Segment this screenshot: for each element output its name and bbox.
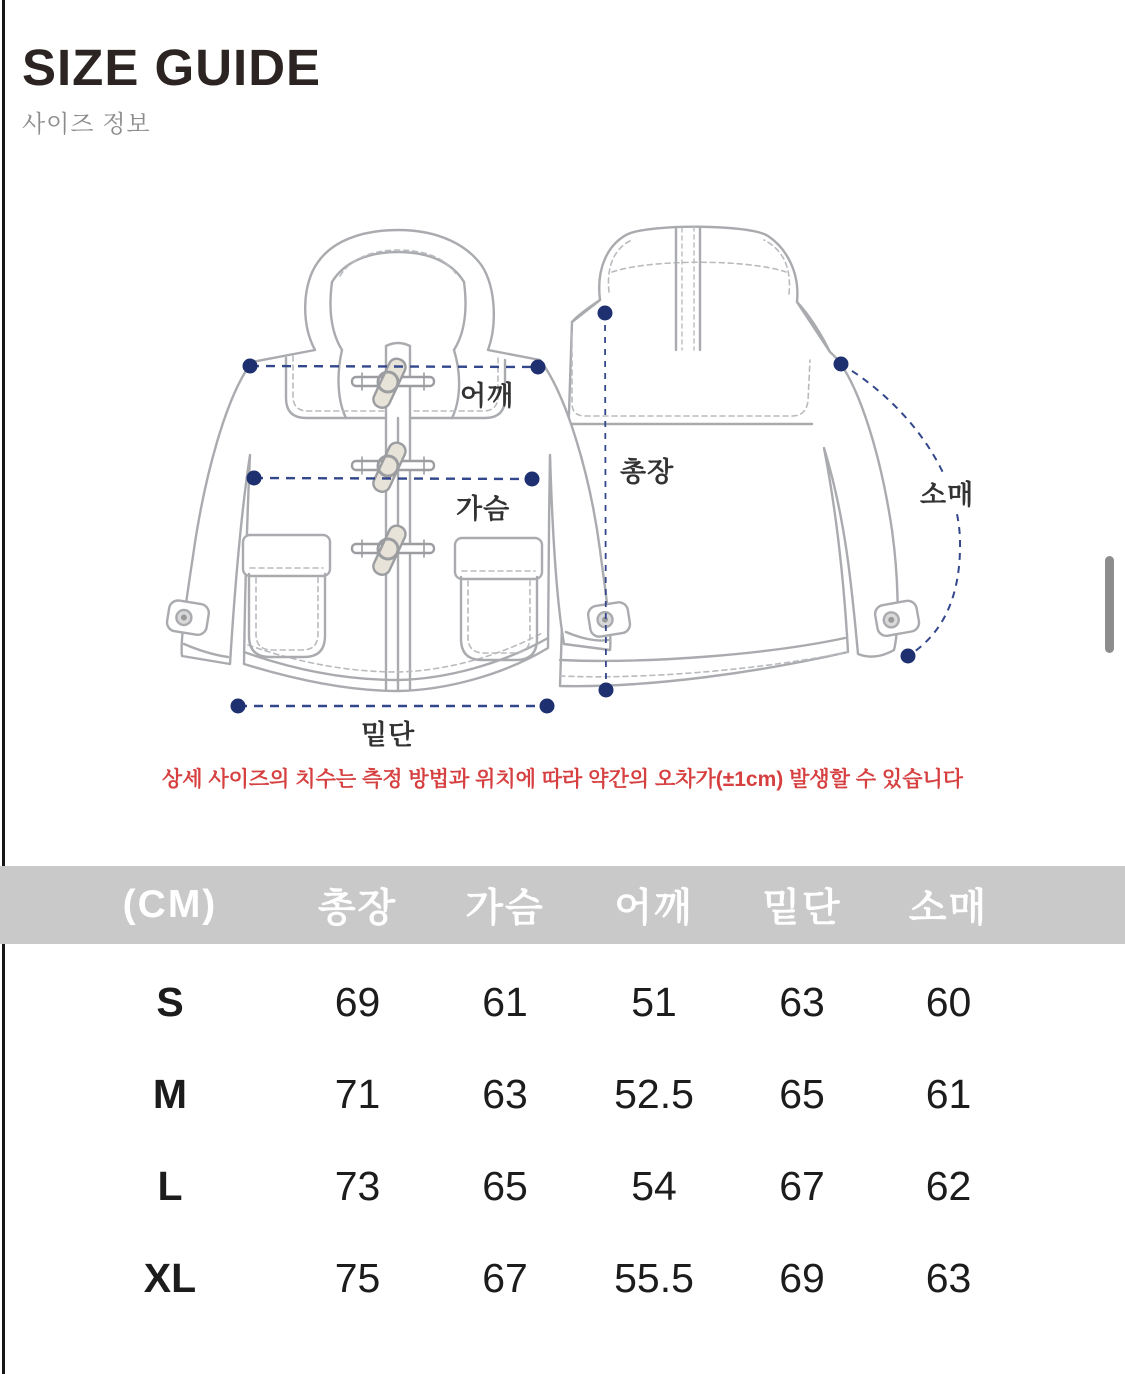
cell-value: 71 [334, 1070, 381, 1117]
col-header-shoulder: 어깨 [614, 887, 694, 930]
col-header-hem: 밑단 [762, 887, 842, 930]
size-table-body [0, 944, 1125, 1324]
shoulder-label: 어깨 [460, 381, 515, 411]
table-row-xl [0, 1232, 1125, 1324]
cell-value: 60 [925, 978, 972, 1025]
cell-value: 61 [925, 1070, 972, 1117]
cell-value: 52.5 [614, 1070, 694, 1117]
cell-value: 54 [631, 1162, 677, 1209]
cell-value: 65 [482, 1162, 528, 1209]
cell-value: 63 [482, 1070, 528, 1117]
page-subtitle: 사이즈 정보 [22, 111, 151, 139]
chest-label: 가슴 [456, 494, 511, 524]
cell-value: 75 [334, 1254, 381, 1301]
cell-value: 73 [334, 1162, 381, 1209]
length-label: 총장 [620, 457, 675, 487]
cell-value: 65 [779, 1070, 825, 1117]
page-title: SIZE GUIDE [22, 39, 322, 96]
col-header-chest: 가슴 [465, 887, 545, 930]
cell-value: 62 [925, 1162, 972, 1209]
unit-header-cell: (CM) [122, 883, 218, 926]
cell-value: 61 [482, 978, 528, 1025]
cell-value: 63 [779, 978, 825, 1025]
hem-label: 밑단 [361, 720, 416, 750]
cell-value: 63 [925, 1254, 972, 1301]
size-label: L [157, 1162, 183, 1209]
size-label: M [152, 1070, 188, 1117]
table-row-s [0, 956, 1125, 1048]
cell-value: 67 [779, 1162, 825, 1209]
col-header-sleeve: 소매 [908, 887, 989, 930]
sleeve-label: 소매 [917, 473, 977, 512]
col-header-length: 총장 [317, 887, 398, 930]
cell-value: 51 [631, 978, 677, 1025]
scrollbar-thumb[interactable] [1105, 556, 1114, 653]
size-table-header-row [0, 866, 1125, 944]
cell-value: 69 [779, 1254, 825, 1301]
cell-value: 55.5 [614, 1254, 694, 1301]
size-label: XL [143, 1254, 197, 1301]
table-row-l [0, 1140, 1125, 1232]
cell-value: 67 [482, 1254, 528, 1301]
size-chart-table [0, 866, 1125, 1324]
cell-value: 69 [334, 978, 381, 1025]
tolerance-note: 상세 사이즈의 치수는 측정 방법과 위치에 따라 약간의 오차가(±1cm) 발생할 수 있습니다 [161, 768, 964, 791]
size-label: S [156, 978, 184, 1025]
table-row-m [0, 1048, 1125, 1140]
